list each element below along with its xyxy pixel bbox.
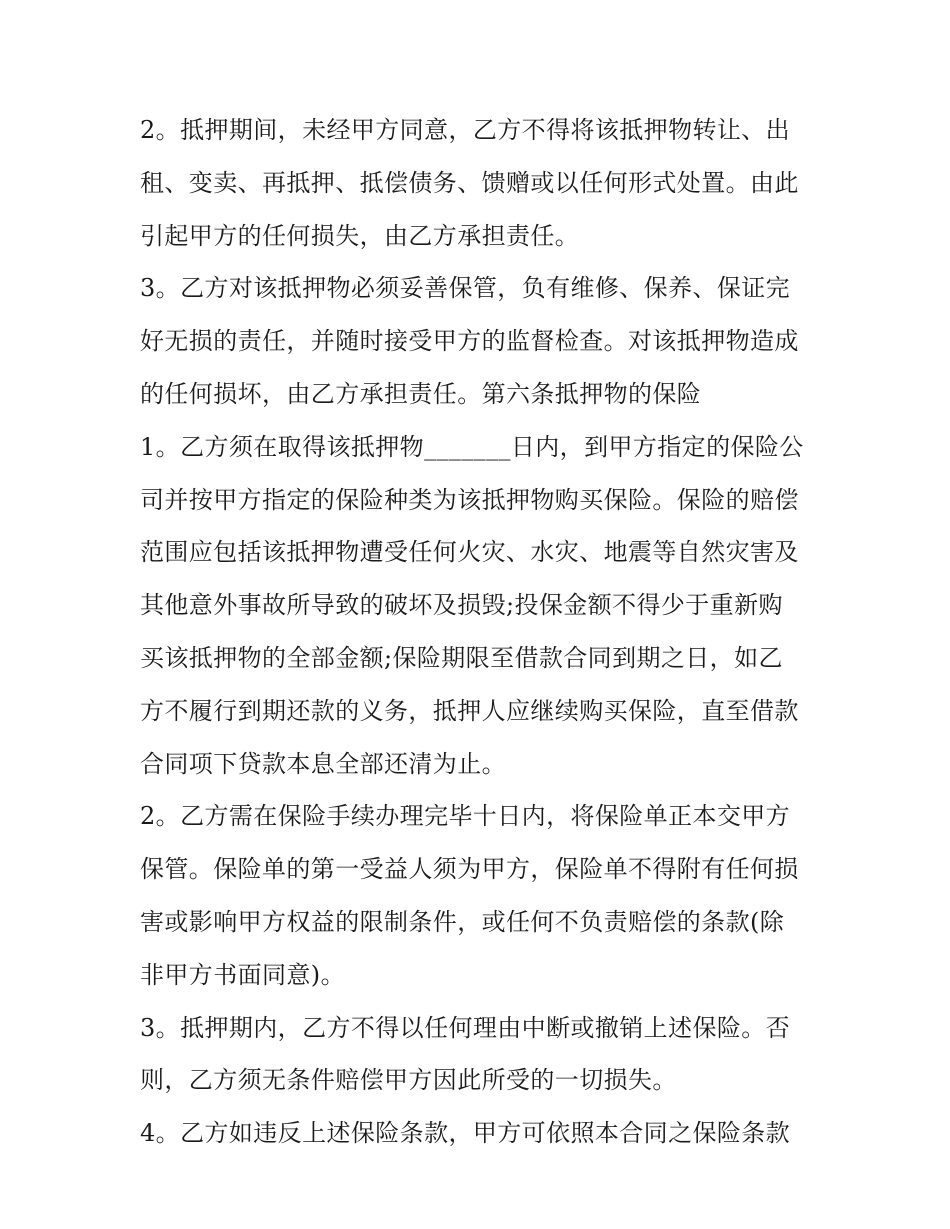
text-line: 合同项下贷款本息全部还清为止。 [140,749,506,778]
text-line: 租、变卖、再抵押、抵偿债务、馈赠或以任何形式处置。由此 [140,168,799,197]
text-line: 2。抵押期间，未经甲方同意，乙方不得将该抵押物转让、出 [140,116,791,144]
document-body [140,104,830,1160]
text-line: 4。乙方如违反上述保险条款，甲方可依照本合同之保险条款 [140,1119,791,1148]
text-line: 买该抵押物的全部金额;保险期限至借款合同到期之日，如乙 [140,643,783,672]
text-line: 害或影响甲方权益的限制条件，或任何不负责赔偿的条款(除 [140,907,785,936]
text-line: 引起甲方的任何损失，由乙方承担责任。 [140,221,580,250]
text-line: 其他意外事故所导致的破坏及损毁;投保金额不得少于重新购 [140,591,783,620]
text-line: 的任何损坏，由乙方承担责任。第六条抵押物的保险 [140,379,702,408]
text-line: 司并按甲方指定的保险种类为该抵押物购买保险。保险的赔偿 [140,485,799,514]
text-line: 好无损的责任，并随时接受甲方的监督检查。对该抵押物造成 [140,327,799,356]
text-line: 则，乙方须无条件赔偿甲方因此所受的一切损失。 [140,1066,677,1095]
text-line: 3。抵押期内，乙方不得以任何理由中断或撤销上述保险。否 [140,1013,791,1042]
text-line: 3。乙方对该抵押物必须妥善保管，负有维修、保养、保证完 [140,274,791,303]
text-line: 2。乙方需在保险手续办理完毕十日内，将保险单正本交甲方 [140,802,791,831]
text-line: 范围应包括该抵押物遭受任何火灾、水灾、地震等自然灾害及 [140,538,799,567]
text-line: 非甲方书面同意)。 [140,960,345,989]
text-line: 保管。保险单的第一受益人须为甲方，保险单不得附有任何损 [140,855,799,884]
text-line: 1。乙方须在取得该抵押物_______日内，到甲方指定的保险公 [140,432,804,461]
text-line: 方不履行到期还款的义务，抵押人应继续购买保险，直至借款 [140,696,799,725]
